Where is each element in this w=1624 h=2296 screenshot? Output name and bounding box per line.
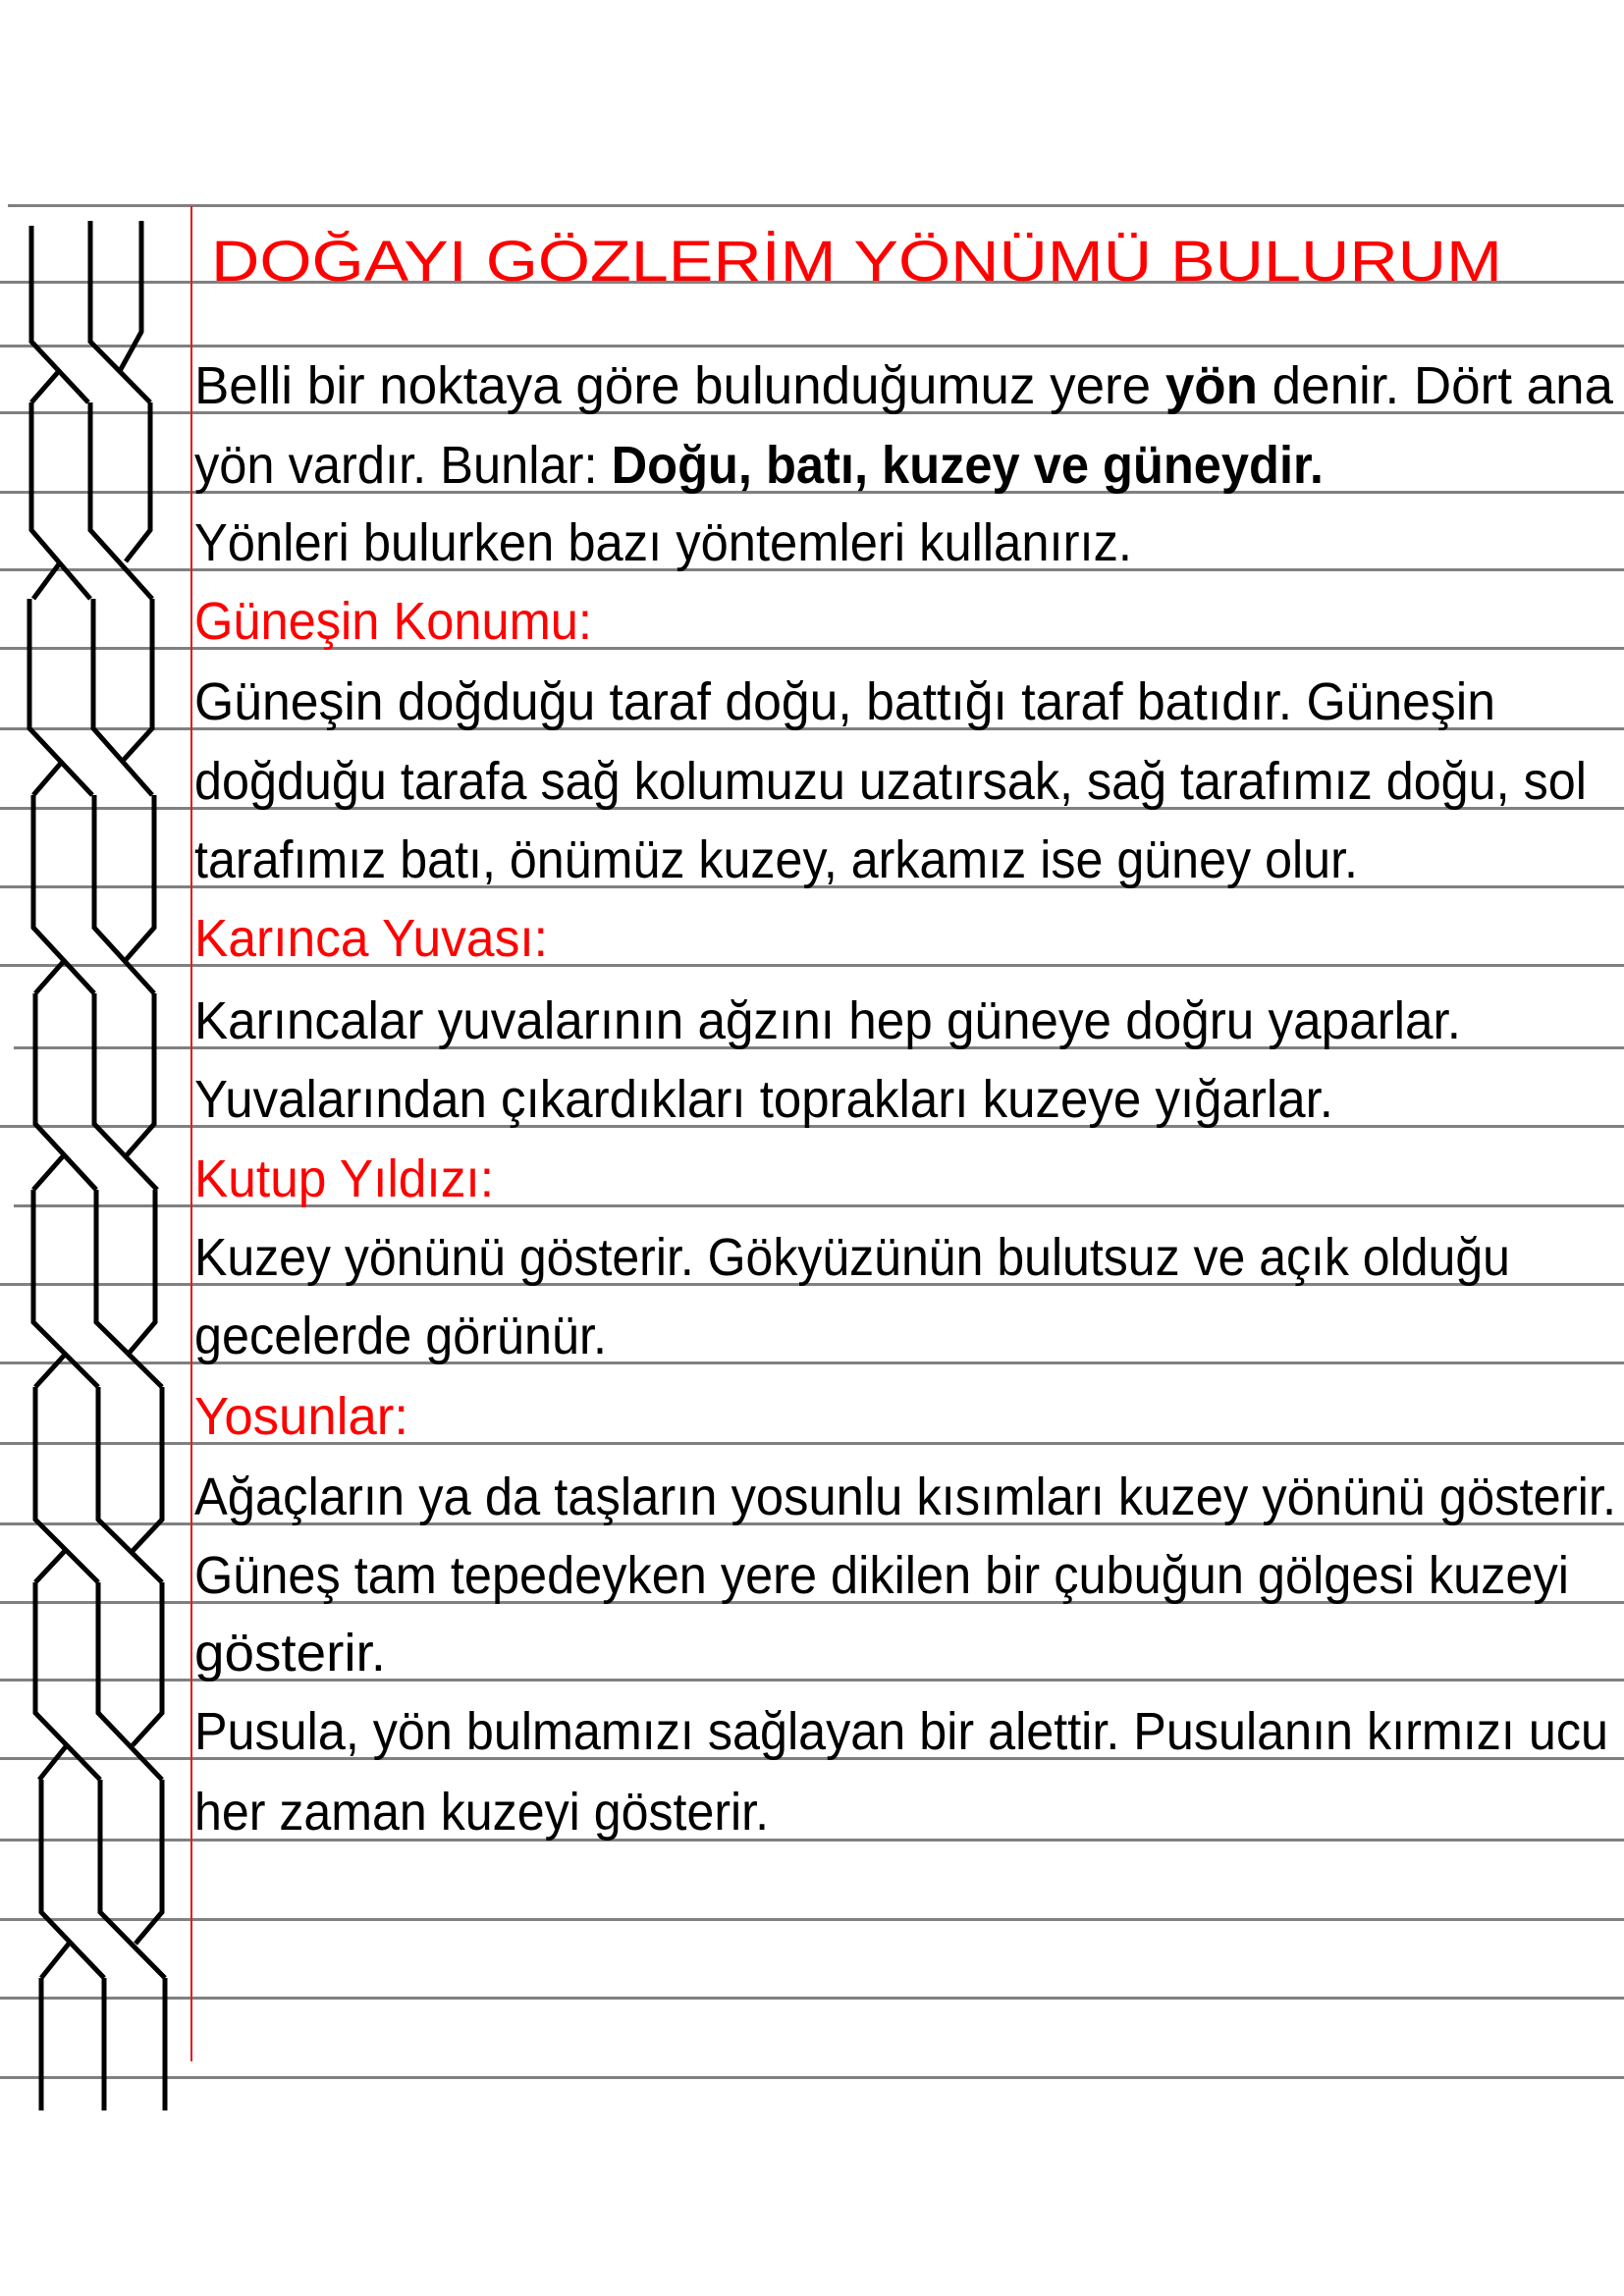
body-text: Güneşin doğduğu taraf doğu, battığı taraf batıdır. Güneşin [194,672,1496,731]
intro-line-3 [194,513,1133,572]
intro-bold-directions: Doğu, batı, kuzey ve güneydir. [611,436,1324,495]
section-line [194,830,1358,889]
braid-border-icon [0,0,196,2160]
body-text: Güneş tam tepedeyken yere dikilen bir çubuğun gölgesi kuzeyi [194,1546,1569,1605]
ruled-line [0,345,1624,347]
section-line [194,1228,1510,1287]
ruled-line [0,2076,1624,2079]
ruled-line [0,1918,1624,1921]
section-line [194,1624,386,1682]
section-line [194,1546,1569,1605]
body-text: Ağaçların ya da taşların yosunlu kısımları kuzey yönünü gösterir. [194,1468,1617,1526]
section-heading-yosunlar [194,1387,408,1446]
body-text: Yuvalarından çıkardıkları toprakları kuzeye yığarlar. [194,1070,1333,1129]
body-text: her zaman kuzeyi gösterir. [194,1783,770,1842]
intro-text: Yönleri bulurken bazı yöntemleri kullanırız. [194,513,1133,572]
section-line [194,1070,1333,1129]
body-text: Karıncalar yuvalarının ağzını hep güneye doğru yaparlar. [194,991,1461,1050]
intro-bold-term: yön [1164,356,1258,415]
intro-line-1 [194,356,1613,415]
section-line [194,1468,1617,1526]
heading-text: Yosunlar: [194,1387,408,1446]
ruled-line [0,1997,1624,2000]
body-text: tarafımız batı, önümüz kuzey, arkamız ise güney olur. [194,830,1358,889]
section-heading-karinca-yuvasi [194,909,549,968]
section-line [194,1307,608,1365]
heading-text: Kutup Yıldızı: [194,1149,494,1208]
closing-line [194,1702,1609,1761]
section-line [194,672,1496,731]
section-line [194,752,1587,811]
intro-line-2 [194,436,1324,495]
section-line [194,991,1461,1050]
page-title [211,230,1502,294]
intro-text: Belli bir noktaya göre bulunduğumuz yere [194,356,1165,415]
heading-text: Karınca Yuvası: [194,909,549,968]
intro-text: denir. Dört ana [1257,356,1613,415]
body-text: gecelerde görünür. [194,1307,608,1365]
intro-text: yön vardır. Bunlar: [194,436,612,495]
title-text: DOĞAYI GÖZLERİM YÖNÜMÜ BULURUM [211,230,1502,294]
section-heading-kutup-yildizi [194,1149,494,1208]
heading-text: Güneşin Konumu: [194,592,592,651]
body-text: doğduğu tarafa sağ kolumuzu uzatırsak, sağ tarafımız doğu, sol [194,752,1587,811]
body-text: gösterir. [194,1624,386,1682]
closing-line [194,1783,770,1842]
ruled-line [8,204,1624,207]
body-text: Kuzey yönünü gösterir. Gökyüzünün bulutsuz ve açık olduğu [194,1228,1510,1287]
body-text: Pusula, yön bulmamızı sağlayan bir alettir. Pusulanın kırmızı ucu [194,1702,1609,1761]
section-heading-gunesin-konumu [194,592,592,651]
